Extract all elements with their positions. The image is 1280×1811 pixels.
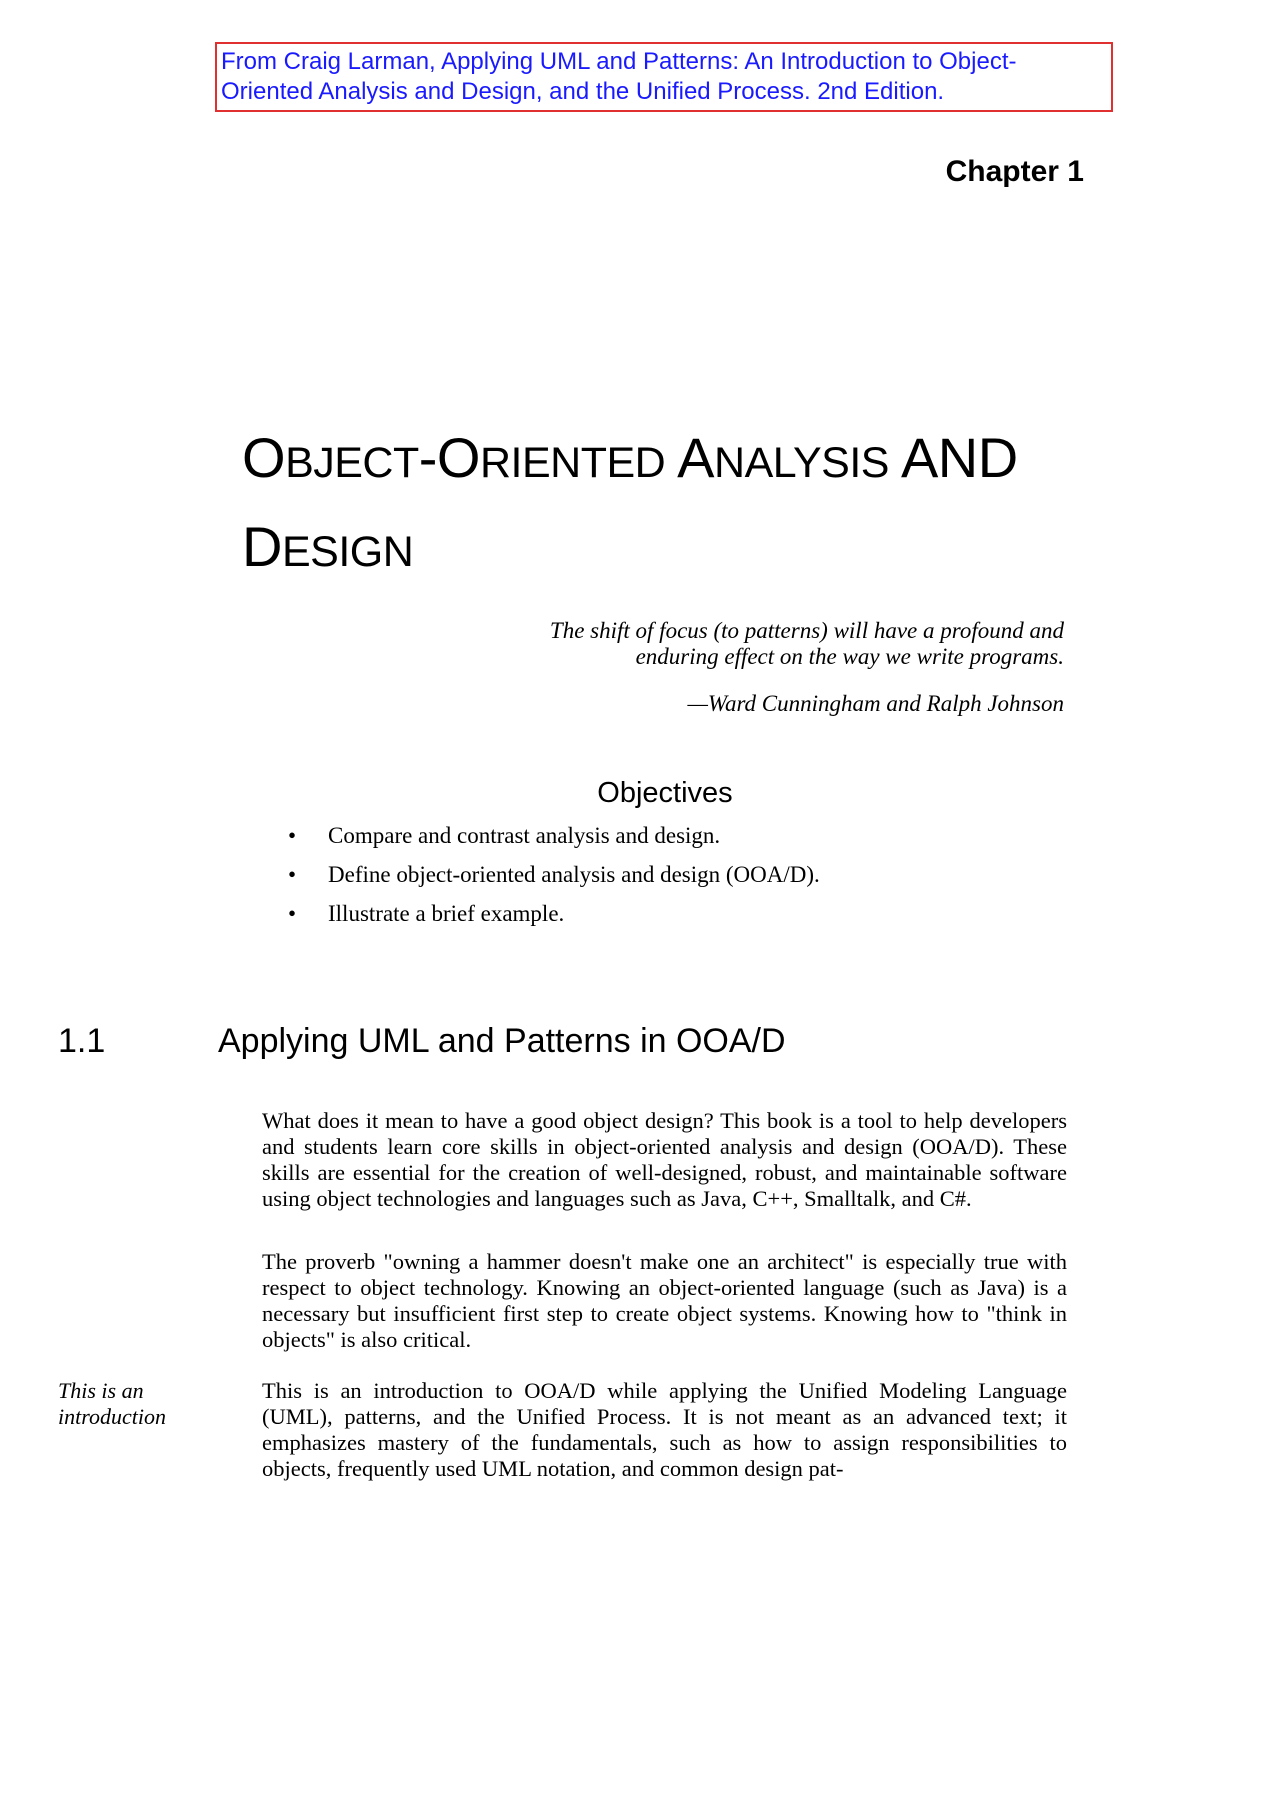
objective-text: Compare and contrast analysis and design.: [328, 823, 721, 848]
source-notice-box: [215, 42, 1113, 112]
body-paragraph: This is an introduction to OOA/D while applying the Unified Modeling Language (UML), patterns, and the Unified Process. It is not meant as an advanced text; it emphasizes mastery of the fundamentals, such as how to assign responsibilities to objects, frequently used UML notation, and common design pat-: [262, 1378, 1067, 1481]
epigraph-attribution: —Ward Cunningham and Ralph Johnson: [687, 691, 1064, 716]
objective-item: [288, 862, 820, 901]
bullet-icon: •: [288, 901, 297, 926]
objective-text: Define object-oriented analysis and design (OOA/D).: [328, 862, 820, 887]
objective-item: [288, 823, 820, 862]
title-w1-cap: O: [242, 426, 286, 489]
chapter-title: [242, 416, 1142, 594]
title-w3-cap: A: [677, 426, 715, 489]
title-w2-cap: O: [436, 426, 480, 489]
bullet-icon: •: [288, 862, 297, 887]
title-w5-cap: D: [242, 515, 282, 578]
section-title: Applying UML and Patterns in OOA/D: [218, 1022, 786, 1060]
title-w5-rest: ESIGN: [281, 528, 414, 576]
chapter-title-line-1: [242, 416, 1142, 505]
title-w2-rest: RIENTED: [479, 439, 666, 487]
epigraph-line-1: The shift of focus (to patterns) will have a profound and: [549, 618, 1064, 643]
margin-note-line-1: This is an: [58, 1378, 144, 1403]
chapter-title-line-2: [242, 505, 1142, 594]
title-w4: AND: [900, 426, 1018, 489]
title-dash: -: [418, 426, 437, 489]
bullet-icon: •: [288, 823, 297, 848]
objective-text: Illustrate a brief example.: [328, 901, 565, 926]
body-paragraph: The proverb "owning a hammer doesn't make one an architect" is especially true with respect to object technology. Knowing an object-oriented language (such as Java) is a necessary but insufficient first step to create object systems. Knowing how to "think in objects" is also critical.: [262, 1249, 1067, 1352]
objectives-heading: Objectives: [597, 777, 733, 809]
title-w3-rest: NALYSIS: [714, 439, 889, 487]
margin-note: [58, 1378, 208, 1430]
margin-note-line-2: introduction: [58, 1404, 166, 1429]
objectives-list: [288, 823, 820, 940]
objective-item: [288, 901, 820, 940]
section-number: 1.1: [58, 1022, 106, 1060]
source-notice-line-2: Oriented Analysis and Design, and the Unified Process. 2nd Edition.: [221, 78, 945, 105]
title-w1-rest: BJECT: [285, 439, 419, 487]
epigraph-quote: [444, 618, 1064, 670]
chapter-label: Chapter 1: [945, 155, 1084, 188]
epigraph-line-2: enduring effect on the way we write programs.: [635, 644, 1064, 669]
source-notice-line-1: From Craig Larman, Applying UML and Patterns: An Introduction to Object-: [221, 48, 1017, 75]
body-paragraph: What does it mean to have a good object design? This book is a tool to help developers and students learn core skills in object-oriented analysis and design (OOA/D). These skills are essential for the creation of well-designed, robust, and maintainable software using object technologies and languages such as Java, C++, Smalltalk, and C#.: [262, 1108, 1067, 1211]
